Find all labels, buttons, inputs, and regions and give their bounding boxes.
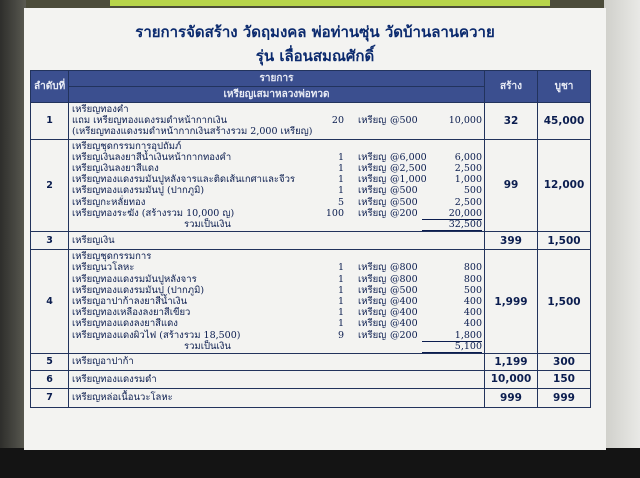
row-number: 1: [31, 103, 69, 140]
item-name: รวมเป็นเงิน: [184, 218, 231, 230]
header-price: บูชา: [538, 71, 591, 103]
item-price: @1,000: [390, 174, 427, 186]
item-name: เหรียญนวโลหะ: [72, 262, 135, 274]
item-name: เหรียญอาปาก้า: [72, 356, 134, 368]
item-line: [72, 296, 481, 307]
item-qty: 1: [337, 318, 344, 330]
item-name: เหรียญทองแดงรมมันปูหลังจาร: [72, 273, 197, 285]
item-price: @6,000: [390, 151, 427, 163]
item-qty: 1: [337, 185, 344, 197]
item-name: เหรียญอาปาก้าลงยาสีน้ำเงิน: [72, 295, 188, 307]
item-price: @200: [390, 207, 418, 219]
item-unit: เหรียญ: [358, 196, 387, 208]
made-count: 99: [485, 139, 538, 232]
item-unit: เหรียญ: [358, 185, 387, 197]
item-name: เหรียญชุดกรรมการ: [72, 251, 152, 263]
header-made: สร้าง: [485, 71, 538, 103]
item-name: เหรียญกะหลั่ยทอง: [72, 196, 146, 208]
item-unit: เหรียญ: [358, 273, 387, 285]
item-line: [72, 152, 481, 163]
item-price: @400: [390, 295, 418, 307]
bucha-price: 150: [538, 370, 591, 388]
made-count: 10,000: [485, 370, 538, 388]
bucha-price: 1,500: [538, 250, 591, 354]
item-sum: 32,500: [422, 219, 482, 231]
item-unit: เหรียญ: [358, 318, 387, 330]
item-line: [72, 285, 481, 296]
item-qty: 100: [325, 207, 344, 219]
row-number: 5: [31, 353, 69, 370]
item-total: 1,000: [454, 174, 482, 186]
table-row: [31, 232, 591, 250]
made-count: 399: [485, 232, 538, 250]
item-unit: เหรียญ: [358, 307, 387, 319]
item-qty: 9: [337, 329, 344, 341]
row-number: 3: [31, 232, 69, 250]
item-total: 800: [463, 273, 482, 285]
background-frame-right: [604, 0, 640, 478]
item-qty: 1: [337, 163, 344, 175]
item-total: 500: [463, 284, 482, 296]
item-line: [72, 174, 481, 185]
row-detail: [69, 370, 485, 388]
item-price: @500: [390, 284, 418, 296]
page-title: รายการจัดสร้าง วัดฤมงคล พ่อท่านซุ่น วัดบ้านลานควาย: [135, 23, 495, 41]
item-price: @2,500: [390, 163, 427, 175]
header-items-sub: เหรียญเสมาหลวงพ่อทวด: [69, 87, 485, 103]
page-subtitle: รุ่น เลื่อนสมณศักดิ์: [255, 47, 375, 65]
header-no: ลำดับที่: [31, 71, 69, 103]
item-qty: 1: [337, 151, 344, 163]
bucha-price: 45,000: [538, 103, 591, 140]
item-name: เหรียญเงินลงยาสีแดง: [72, 163, 159, 175]
item-total: 10,000: [448, 115, 482, 127]
item-name: เหรียญหล่อเนื้อนวะโลหะ: [72, 392, 173, 404]
price-table: [30, 70, 591, 408]
item-total: 1,800: [422, 330, 482, 342]
item-name: รวมเป็นเงิน: [184, 340, 231, 352]
bucha-price: 999: [538, 388, 591, 407]
made-count: 1,199: [485, 353, 538, 370]
item-qty: 1: [337, 174, 344, 186]
item-unit: เหรียญ: [358, 163, 387, 175]
item-sum: 5,100: [422, 341, 482, 353]
row-detail: [69, 388, 485, 407]
item-line: [72, 141, 481, 152]
item-line: [72, 262, 481, 273]
item-price: @400: [390, 318, 418, 330]
made-count: 999: [485, 388, 538, 407]
item-name: เหรียญเงินลงยาสีน้ำเงินหน้ากากทองคำ: [72, 151, 232, 163]
item-name: แถม เหรียญทองแดงรมดำหน้ากากเงิน: [72, 115, 228, 127]
bucha-price: 1,500: [538, 232, 591, 250]
table-row: [31, 388, 591, 407]
table-row: [31, 353, 591, 370]
item-price: @500: [390, 185, 418, 197]
item-unit: เหรียญ: [358, 207, 387, 219]
row-detail: [69, 353, 485, 370]
item-price: @800: [390, 273, 418, 285]
item-name: เหรียญทองแดงรมมันปู (ปากภูมิ): [72, 284, 205, 296]
item-name: เหรียญชุดกรรมการอุปถัมภ์: [72, 140, 182, 152]
item-line: [72, 115, 481, 126]
item-price: @500: [390, 115, 418, 127]
row-detail: [69, 103, 485, 140]
item-line: [72, 163, 481, 174]
item-name: (เหรียญทองแดงรมดำหน้ากากเงินสร้างรวม 2,000 เหรียญ): [72, 126, 313, 138]
item-qty: 1: [337, 307, 344, 319]
item-line: [72, 374, 481, 385]
item-total: 20,000: [422, 208, 482, 220]
row-number: 4: [31, 250, 69, 354]
item-line: [72, 104, 481, 115]
item-qty: 20: [331, 115, 344, 127]
table-row: [31, 103, 591, 140]
item-name: เหรียญทองเหลืองลงยาสีเขียว: [72, 307, 191, 319]
item-line: [72, 197, 481, 208]
top-green-strip: [110, 0, 550, 6]
item-name: เหรียญทองคำ: [72, 104, 129, 116]
item-name: เหรียญทองแดงรมดำ: [72, 373, 157, 385]
item-name: เหรียญทองแดงรมมันปูหลังจารและติดเส้นเกศาและจีวร: [72, 174, 296, 186]
item-name: เหรียญทองแดงลงยาสีแดง: [72, 318, 178, 330]
item-line: [72, 126, 481, 137]
row-number: 6: [31, 370, 69, 388]
item-price: @500: [390, 196, 418, 208]
item-unit: เหรียญ: [358, 151, 387, 163]
item-line: [72, 274, 481, 285]
item-price: @200: [390, 329, 418, 341]
item-line: [72, 219, 481, 230]
item-total: 400: [463, 307, 482, 319]
header-items: รายการ: [69, 71, 485, 87]
item-line: [72, 251, 481, 262]
item-name: เหรียญทองแดงผิวไฟ (สร้างรวม 18,500): [72, 329, 241, 341]
row-detail: [69, 139, 485, 232]
row-number: 2: [31, 139, 69, 232]
background-frame-bottom: [0, 448, 640, 478]
row-detail: [69, 232, 485, 250]
item-qty: 1: [337, 284, 344, 296]
item-total: 2,500: [454, 163, 482, 175]
item-qty: 1: [337, 295, 344, 307]
table-row: [31, 139, 591, 232]
item-total: 6,000: [454, 151, 482, 163]
item-total: 2,500: [454, 196, 482, 208]
table-body: [31, 103, 591, 408]
item-line: [72, 356, 481, 367]
table-row: [31, 370, 591, 388]
item-line: [72, 235, 481, 246]
item-price: @800: [390, 262, 418, 274]
item-unit: เหรียญ: [358, 115, 387, 127]
background-frame-left: [0, 0, 26, 478]
item-name: เหรียญเงิน: [72, 235, 115, 247]
price-sheet: [24, 8, 606, 450]
item-line: [72, 318, 481, 329]
item-line: [72, 185, 481, 196]
item-line: [72, 330, 481, 341]
item-total: 800: [463, 262, 482, 274]
row-number: 7: [31, 388, 69, 407]
item-line: [72, 392, 481, 403]
item-unit: เหรียญ: [358, 329, 387, 341]
bucha-price: 300: [538, 353, 591, 370]
item-unit: เหรียญ: [358, 295, 387, 307]
item-total: 500: [463, 185, 482, 197]
bucha-price: 12,000: [538, 139, 591, 232]
item-line: [72, 307, 481, 318]
item-unit: เหรียญ: [358, 174, 387, 186]
item-name: เหรียญทองแดงรมมันปู (ปากภูมิ): [72, 185, 205, 197]
item-line: [72, 341, 481, 352]
item-total: 400: [463, 318, 482, 330]
item-unit: เหรียญ: [358, 284, 387, 296]
made-count: 32: [485, 103, 538, 140]
item-qty: 5: [337, 196, 344, 208]
item-unit: เหรียญ: [358, 262, 387, 274]
item-qty: 1: [337, 262, 344, 274]
item-qty: 1: [337, 273, 344, 285]
table-row: [31, 250, 591, 354]
item-price: @400: [390, 307, 418, 319]
item-name: เหรียญทองระฆัง (สร้างรวม 10,000 ญ): [72, 207, 235, 219]
row-detail: [69, 250, 485, 354]
item-total: 400: [463, 295, 482, 307]
made-count: 1,999: [485, 250, 538, 354]
item-line: [72, 208, 481, 219]
